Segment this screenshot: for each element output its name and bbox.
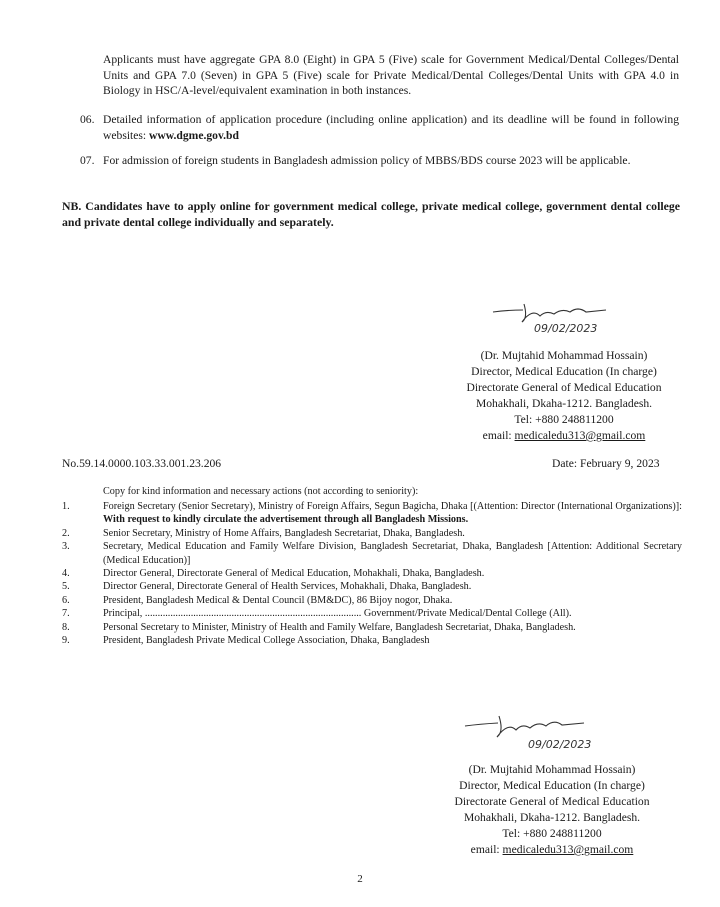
signatory-address: Mohakhali, Dkaha-1212. Bangladesh. [463,811,641,824]
list-number: 5. [62,581,70,593]
list-text-body: Foreign Secretary (Senior Secretary), Ministry of Foreign Affairs, Segun Bagicha, Dhaka [(Attention: Director (International Organizations)]: [103,501,682,512]
list-number: 4. [62,568,70,580]
email-label: email: [482,429,515,442]
list-text: President, Bangladesh Medical & Dental Council (BM&DC), 86 Bijoy nogor, Dhaka. [103,594,453,606]
list-number: 7. [62,608,70,620]
signature-block-2 [432,762,672,858]
list-number: 8. [62,621,70,633]
list-item [62,500,682,527]
signatory-email-line [432,842,672,858]
list-text: Secretary, Medical Education and Family Welfare Division, Bangladesh Secretariat, Dhaka, Bangladesh [Attention: Additional Secretary (Medical Education)] [103,541,682,566]
signatory-office: Directorate General of Medical Education [454,795,650,808]
signatory-office: Directorate General of Medical Education [466,381,662,394]
email-link[interactable]: medicaledu313@gmail.com [514,429,646,442]
list-item [62,634,682,647]
list-item [62,594,682,607]
continuation-paragraph: Applicants must have aggregate GPA 8.0 (Eight) in GPA 5 (Five) scale for Government Medical/Dental Colleges/Dental Units and GPA 7.0 (Seven) in GPA 5 (Five) scale for Private Medical/Dental Colleges/Dental Units with GPA 4.0 in Biology in HSC/A-level/equivalent examination in both instances. [103,53,679,98]
signature-1-stroke [493,304,606,322]
list-number: 6. [62,594,70,606]
document-date: Date: February 9, 2023 [552,457,660,470]
list-item [62,527,682,540]
list-text: President, Bangladesh Private Medical College Association, Dhaka, Bangladesh [103,635,430,647]
signatory-tel: Tel: +880 248811200 [514,413,614,426]
signatory-address: Mohakhali, Dkaha-1212. Bangladesh. [475,397,653,410]
list-text-bold: With request to kindly circulate the advertisement through all Bangladesh Missions. [103,514,469,526]
signature-2-stroke [465,716,584,737]
nb-notice: NB. Candidates have to apply online for government medical college, private medical college, government dental college and private dental college individually and separately. [62,199,680,229]
signature-2 [460,710,620,756]
list-item [62,607,682,620]
signature-1 [488,298,628,340]
list-item [62,580,682,593]
list-number: 3. [62,541,70,553]
list-item [62,567,682,580]
list-text: Director General, Directorate General of Health Services, Mohakhali, Dhaka, Bangladesh. [103,581,472,593]
signatory-designation: Director, Medical Education (In charge) [471,365,657,378]
email-link[interactable]: medicaledu313@gmail.com [502,843,634,856]
list-number: 1. [62,501,70,512]
item-number-07: 07. [80,154,95,167]
item-number-06: 06. [80,113,95,126]
list-text: Personal Secretary to Minister, Ministry of Health and Family Welfare, Bangladesh Secretariat, Dhaka, Bangladesh. [103,621,576,633]
signature-1-date: 09/02/2023 [534,322,598,335]
signatory-email-line [444,428,684,444]
signatory-designation: Director, Medical Education (In charge) [459,779,645,792]
signatory-name: (Dr. Mujtahid Mohammad Hossain) [480,349,648,362]
list-item [62,540,682,567]
list-text: Director General, Directorate General of Medical Education, Mohakhali, Dhaka, Bangladesh. [103,568,485,580]
email-label: email: [470,843,503,856]
copy-intro: Copy for kind information and necessary actions (not according to seniority): [103,486,419,497]
page-number: 2 [357,873,363,885]
reference-number: No.59.14.0000.103.33.001.23.206 [62,457,222,470]
signature-2-date: 09/02/2023 [528,738,592,751]
list-number: 2. [62,527,70,539]
item-07-text: For admission of foreign students in Bangladesh admission policy of MBBS/BDS course 2023 will be applicable. [103,154,631,167]
item-06-text [103,112,679,143]
list-text: Principal, ..................................................................................... Government/Private Medical/Dental College (All). [103,608,572,620]
signatory-name: (Dr. Mujtahid Mohammad Hossain) [468,763,636,776]
item-06-body: Detailed information of application procedure (including online application) and its deadline will be found in following websites: [103,113,679,142]
list-number: 9. [62,635,70,647]
list-item [62,621,682,634]
signatory-tel: Tel: +880 248811200 [502,827,602,840]
copy-list [62,500,682,647]
list-text [103,500,682,527]
website-link[interactable]: www.dgme.gov.bd [149,128,239,142]
signature-block-1 [444,348,684,444]
list-text: Senior Secretary, Ministry of Home Affairs, Bangladesh Secretariat, Dhaka, Bangladesh. [103,527,465,539]
